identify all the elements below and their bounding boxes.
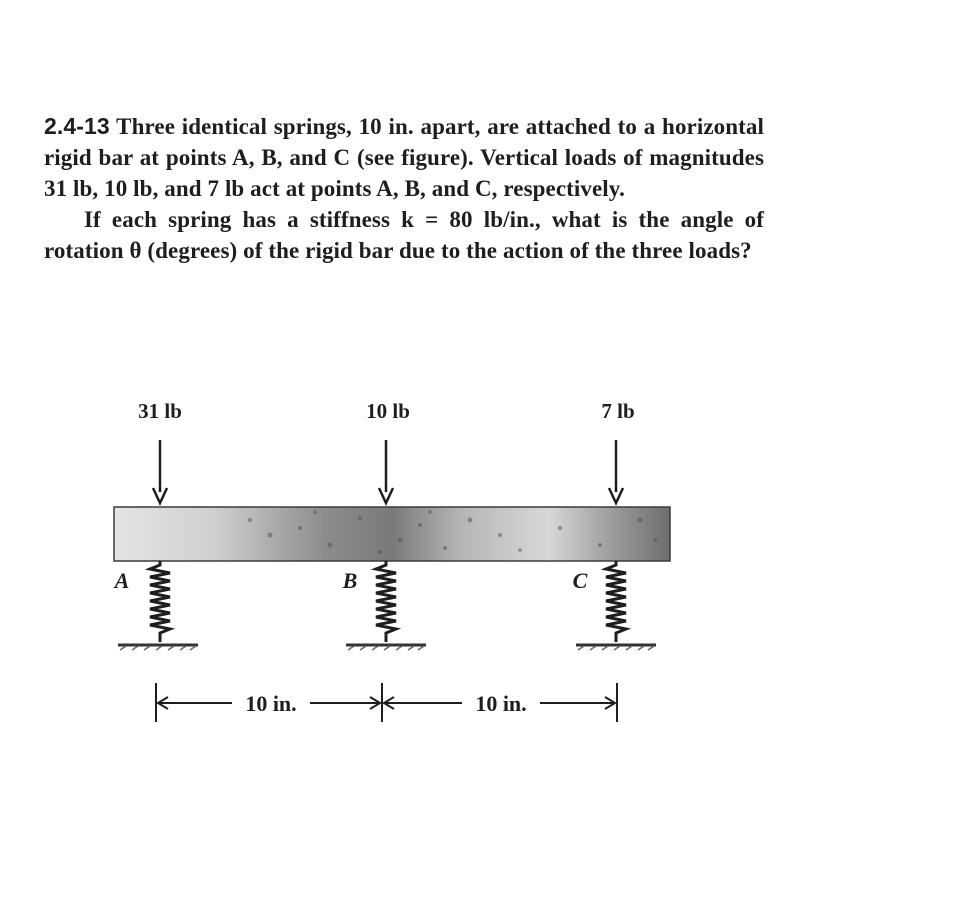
spring-b [376, 561, 396, 642]
load-label-a: 31 lb [138, 399, 182, 423]
problem-number: 2.4-13 [44, 113, 110, 139]
point-label-c: C [572, 568, 588, 593]
rigid-bar [114, 507, 670, 561]
load-arrow-b [379, 440, 393, 503]
spring-c [606, 561, 626, 642]
load-label-b: 10 lb [366, 399, 410, 423]
ground-support-c [576, 645, 656, 650]
load-arrow-a [153, 440, 167, 503]
problem-statement-text: Three identical springs, 10 in. apart, are attached to a horizontal rigid bar at points A, B, and C (see figure). Vertical loads of magnitudes 31 lb, 10 lb, and 7 lb act at points A, B, and C, respectively. [44, 114, 764, 201]
load-arrow-c [609, 440, 623, 503]
dimension-line [156, 683, 617, 722]
ground-support-a [118, 645, 198, 650]
spring-a [150, 561, 170, 642]
load-label-c: 7 lb [601, 399, 635, 423]
point-label-a: A [114, 568, 130, 593]
point-label-b: B [342, 568, 358, 593]
dimension-label-ab: 10 in. [245, 691, 297, 716]
dimension-label-bc: 10 in. [475, 691, 527, 716]
ground-support-b [346, 645, 426, 650]
problem-question: If each spring has a stiffness k = 80 lb/in., what is the angle of rotation θ (degrees) of the rigid bar due to the action of the three loads? [44, 207, 764, 263]
